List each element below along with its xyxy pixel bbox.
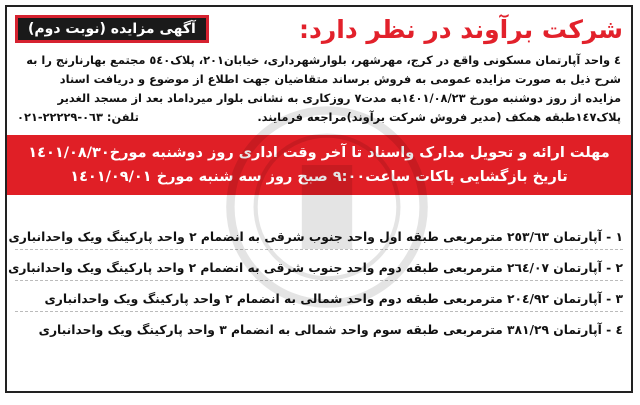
address-line: پلاک١٤٧طبقه همکف (مدیر فروش شرکت برآوند)مراجعه فرمایند. bbox=[257, 110, 621, 124]
contact-line bbox=[17, 108, 621, 127]
unit-item: ٢ - آپارتمان ٢٦٤/٠٧ مترمربعی طبقه دوم واحد جنوب شرقی به انضمام ٢ واحد پارکینگ ویک واحدانباری bbox=[15, 256, 623, 281]
intro-line: مزایده از روز دوشنبه مورخ ١٤٠١/٠٨/٢٣به مدت٧ روزکاری به نشانی بلوار میرداماد بعد از مسجد الغدیر bbox=[57, 91, 621, 105]
intro-line: ٤ واحد آپارتمان مسکونی واقع در کرج، مهرشهر، بلوارشهرداری، خیابان٢٠١، پلاک٥٤٠ مجتمع بهارنارنج را به bbox=[26, 53, 621, 67]
intro-line: شرح ذیل به صورت مزایده عمومی به فروش برساند متقاضیان جهت اطلاع از موضوع و دریافت اسناد bbox=[59, 72, 621, 86]
deadline-banner bbox=[7, 135, 631, 195]
header bbox=[7, 7, 631, 51]
auction-badge: آگهی مزایده (نوبت دوم) bbox=[15, 15, 209, 43]
unit-item: ١ - آپارتمان ٢٥٣/٦٣ مترمربعی طبقه اول واحد جنوب شرقی به انضمام ٢ واحد پارکینگ ویک واحدانباری bbox=[15, 225, 623, 250]
company-title: شرکت برآوند در نظر دارد: bbox=[299, 14, 623, 44]
unit-item: ٤ - آپارتمان ٣٨١/٢٩ مترمربعی طبقه سوم واحد شمالی به انضمام ٣ واحد پارکینگ ویک واحدانباری bbox=[38, 323, 623, 337]
phone-number: تلفن: ٠٦٣-٢٢٢٢٩-٠٢١ bbox=[17, 110, 139, 124]
intro-text bbox=[7, 51, 631, 127]
opening-date: تاریخ بازگشایی پاکات ساعت٩:٠٠ صبح روز سه شنبه مورخ ١٤٠١/٠٩/٠١ bbox=[70, 169, 568, 185]
submission-deadline: مهلت ارائه و تحویل مدارک واسناد تا آخر وقت اداری روز دوشنبه مورخ١٤٠١/٠٨/٣٠ bbox=[28, 145, 610, 161]
unit-item: ٣ - آپارتمان ٢٠٤/٩٢ مترمربعی طبقه دوم واحد شمالی به انضمام ٢ واحد پارکینگ ویک واحدانباری bbox=[15, 287, 623, 312]
auction-notice bbox=[5, 5, 633, 393]
unit-list bbox=[7, 225, 631, 342]
